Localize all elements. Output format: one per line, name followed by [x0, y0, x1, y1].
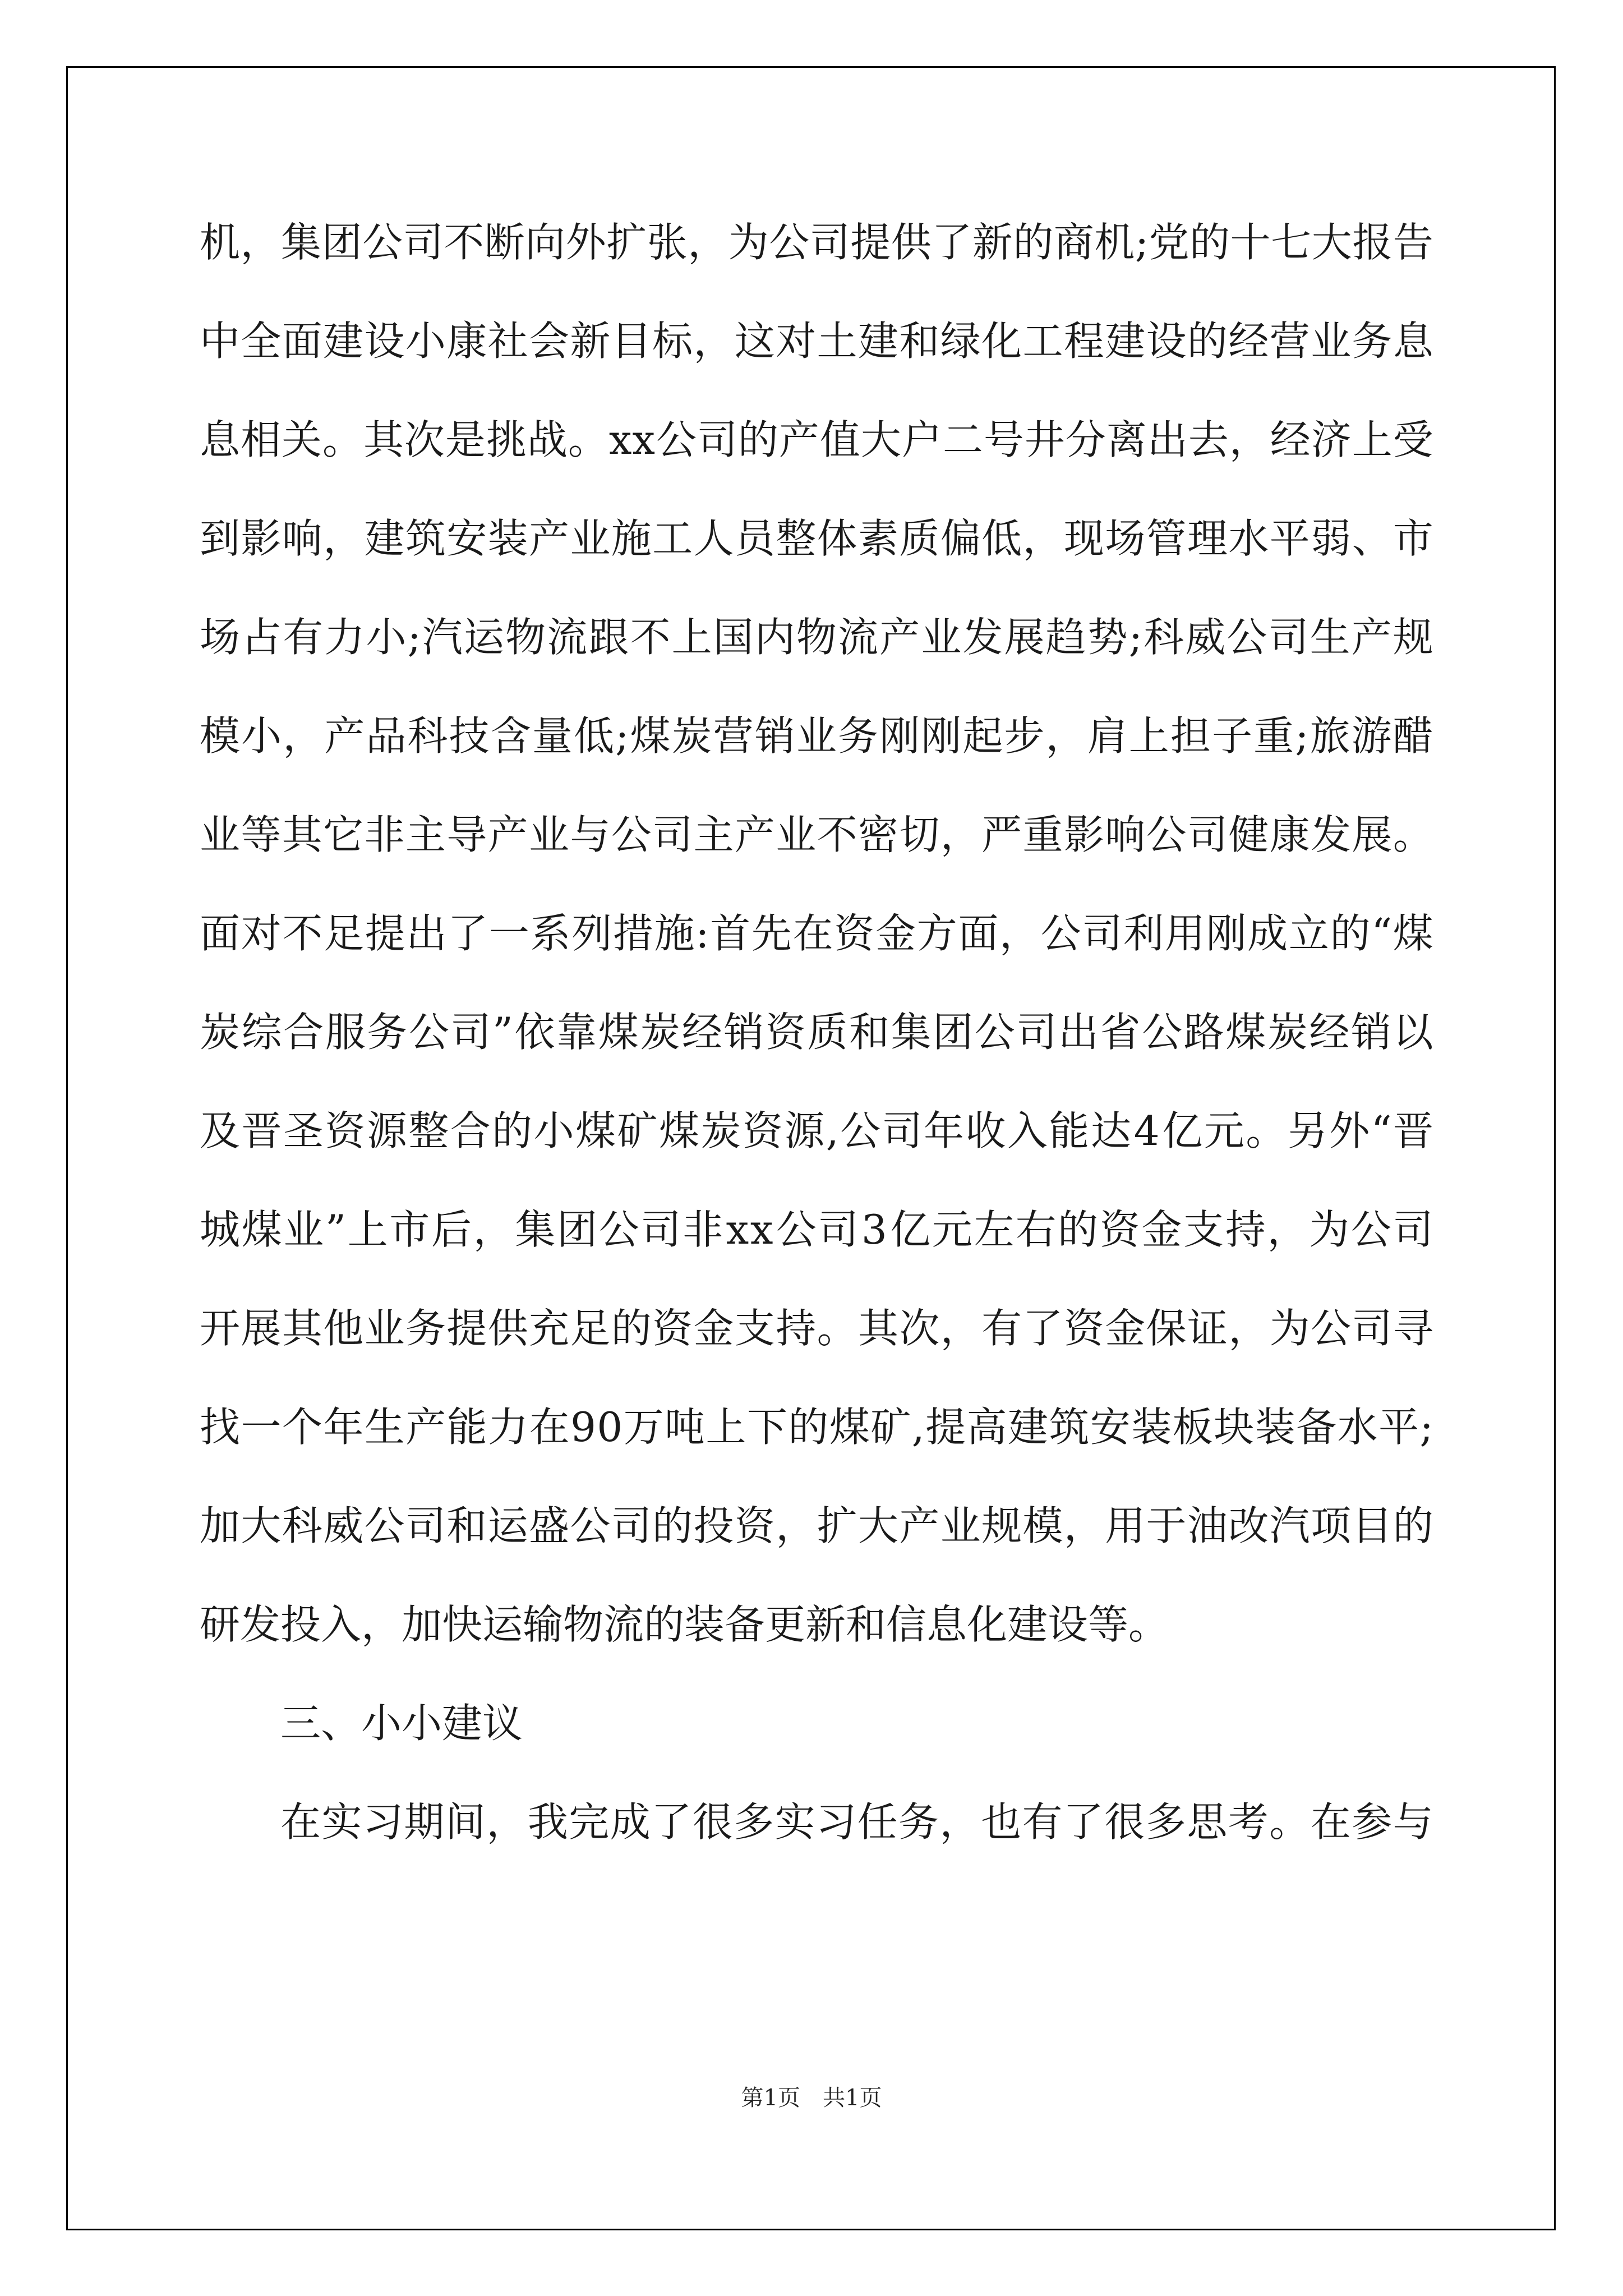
paragraph-line: 到 影 响 ， 建 筑 安 装 产 业 施 工 人 员 整 体 素 质 偏 低 ， 现 场 管 理 水 平 弱 、 市 — [200, 515, 1433, 562]
paragraph-line: 研发投入，加快运输物流的装备更新和信息化建设等。 — [200, 1601, 1169, 1648]
paragraph-line: 找 一 个 年 生 产 能 力 在 9 0 万 吨 上 下 的 煤 矿 , 提 高 建 筑 安 装 板 块 装 备 水 平 ; — [200, 1404, 1433, 1451]
paragraph-line: 机 ， 集 团 公 司 不 断 向 外 扩 张 ， 为 公 司 提 供 了 新 的 商 机 ; 党 的 十 七 大 报 告 — [200, 219, 1433, 266]
paragraph-line: 在 实 习 期 间 ， 我 完 成 了 很 多 实 习 任 务 ， 也 有 了 很 多 思 考 。 在 参 与 — [280, 1798, 1433, 1846]
paragraph-line: 及 晋 圣 资 源 整 合 的 小 煤 矿 煤 炭 资 源 , 公 司 年 收 入 能 达 4 亿 元 。 另 外 “ 晋 — [200, 1107, 1433, 1154]
paragraph-line: 模 小 ， 产 品 科 技 含 量 低 ; 煤 炭 营 销 业 务 刚 刚 起 步 ， 肩 上 担 子 重 ; 旅 游 醋 — [200, 712, 1433, 760]
paragraph-line: 中 全 面 建 设 小 康 社 会 新 目 标 ， 这 对 土 建 和 绿 化 工 程 建 设 的 经 营 业 务 息 — [200, 318, 1433, 365]
paragraph-line: 息 相 关 。 其 次 是 挑 战 。 x x 公 司 的 产 值 大 户 二 号 井 分 离 出 去 ， 经 济 上 受 — [200, 416, 1433, 463]
paragraph-line: 面 对 不 足 提 出 了 一 系 列 措 施 : 首 先 在 资 金 方 面 ， 公 司 利 用 刚 成 立 的 “ 煤 — [200, 910, 1433, 957]
paragraph-line: 业 等 其 它 非 主 导 产 业 与 公 司 主 产 业 不 密 切 ， 严 重 影 响 公 司 健 康 发 展 。 — [200, 811, 1433, 858]
page-footer: 第1页 共1页 — [741, 2085, 882, 2111]
section-heading: 三、小小建议 — [280, 1700, 523, 1747]
paragraph-line: 城 煤 业 ” 上 市 后 ， 集 团 公 司 非 x x 公 司 3 亿 元 左 右 的 资 金 支 持 ， 为 公 司 — [200, 1206, 1433, 1253]
paragraph-line: 加 大 科 威 公 司 和 运 盛 公 司 的 投 资 ， 扩 大 产 业 规 模 ， 用 于 油 改 汽 项 目 的 — [200, 1502, 1433, 1549]
document-body — [200, 209, 1433, 1887]
paragraph-line: 场 占 有 力 小 ; 汽 运 物 流 跟 不 上 国 内 物 流 产 业 发 展 趋 势 ; 科 威 公 司 生 产 规 — [200, 614, 1433, 661]
paragraph-line: 炭 综 合 服 务 公 司 ” 依 靠 煤 炭 经 销 资 质 和 集 团 公 司 出 省 公 路 煤 炭 经 销 以 — [200, 1009, 1433, 1056]
paragraph-line: 开 展 其 他 业 务 提 供 充 足 的 资 金 支 持 。 其 次 ， 有 了 资 金 保 证 ， 为 公 司 寻 — [200, 1305, 1433, 1352]
